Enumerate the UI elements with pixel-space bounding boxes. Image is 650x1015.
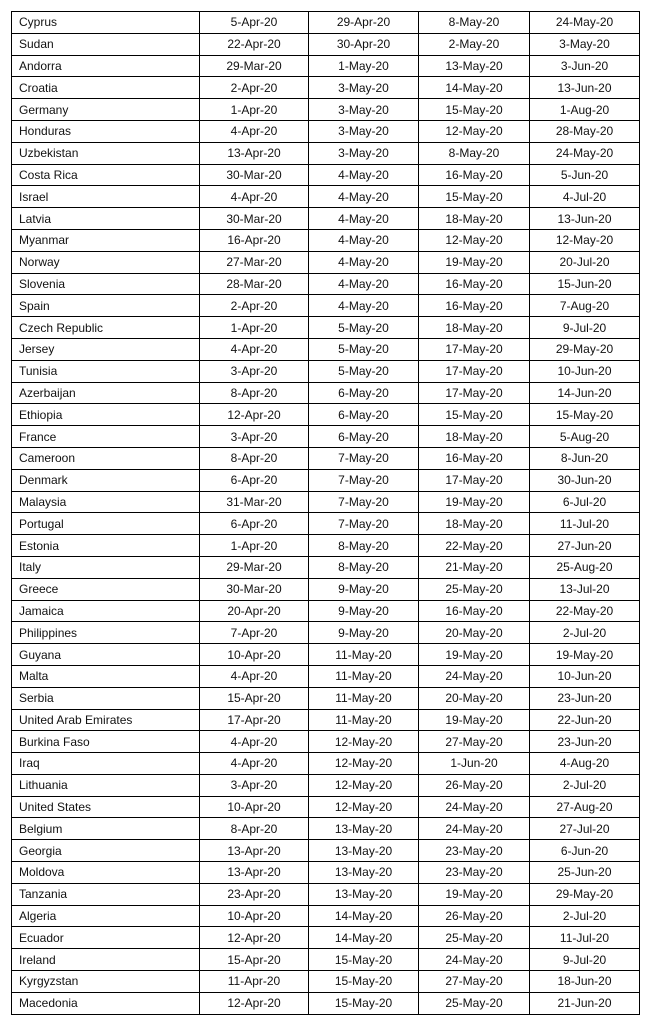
- date-cell-3: 25-May-20: [419, 578, 530, 600]
- date-cell-4: 19-May-20: [530, 644, 640, 666]
- country-cell: Costa Rica: [12, 164, 200, 186]
- date-cell-3: 19-May-20: [419, 883, 530, 905]
- date-cell-2: 6-May-20: [309, 382, 419, 404]
- date-cell-1: 12-Apr-20: [200, 404, 309, 426]
- date-cell-2: 1-May-20: [309, 55, 419, 77]
- date-cell-3: 26-May-20: [419, 774, 530, 796]
- date-cell-3: 19-May-20: [419, 709, 530, 731]
- date-cell-4: 7-Aug-20: [530, 295, 640, 317]
- table-row: [12, 273, 640, 295]
- date-cell-3: 14-May-20: [419, 77, 530, 99]
- date-cell-4: 6-Jul-20: [530, 491, 640, 513]
- date-cell-3: 12-May-20: [419, 120, 530, 142]
- date-cell-4: 15-Jun-20: [530, 273, 640, 295]
- date-cell-1: 29-Mar-20: [200, 55, 309, 77]
- date-cell-3: 20-May-20: [419, 622, 530, 644]
- date-cell-1: 12-Apr-20: [200, 927, 309, 949]
- table-row: [12, 840, 640, 862]
- date-cell-4: 5-Jun-20: [530, 164, 640, 186]
- table-row: [12, 33, 640, 55]
- date-cell-3: 17-May-20: [419, 469, 530, 491]
- date-cell-3: 16-May-20: [419, 164, 530, 186]
- date-cell-3: 16-May-20: [419, 295, 530, 317]
- date-cell-1: 3-Apr-20: [200, 774, 309, 796]
- date-cell-4: 30-Jun-20: [530, 469, 640, 491]
- date-cell-1: 29-Mar-20: [200, 556, 309, 578]
- date-cell-3: 19-May-20: [419, 491, 530, 513]
- date-cell-3: 24-May-20: [419, 665, 530, 687]
- date-cell-1: 31-Mar-20: [200, 491, 309, 513]
- country-cell: United Arab Emirates: [12, 709, 200, 731]
- table-row: [12, 382, 640, 404]
- date-cell-3: 18-May-20: [419, 317, 530, 339]
- date-cell-3: 16-May-20: [419, 600, 530, 622]
- table-row: [12, 317, 640, 339]
- country-cell: Slovenia: [12, 273, 200, 295]
- country-cell: Tunisia: [12, 360, 200, 382]
- country-cell: Andorra: [12, 55, 200, 77]
- table-row: [12, 709, 640, 731]
- date-cell-1: 10-Apr-20: [200, 796, 309, 818]
- date-cell-1: 4-Apr-20: [200, 731, 309, 753]
- date-cell-4: 24-May-20: [530, 142, 640, 164]
- date-cell-2: 3-May-20: [309, 99, 419, 121]
- date-cell-4: 22-May-20: [530, 600, 640, 622]
- table-row: [12, 513, 640, 535]
- table-row: [12, 251, 640, 273]
- date-cell-1: 13-Apr-20: [200, 840, 309, 862]
- date-cell-2: 14-May-20: [309, 905, 419, 927]
- country-cell: Portugal: [12, 513, 200, 535]
- table-row: [12, 927, 640, 949]
- date-cell-4: 27-Aug-20: [530, 796, 640, 818]
- country-cell: Uzbekistan: [12, 142, 200, 164]
- date-cell-4: 29-May-20: [530, 338, 640, 360]
- date-cell-3: 2-May-20: [419, 33, 530, 55]
- date-cell-1: 30-Mar-20: [200, 164, 309, 186]
- date-cell-2: 8-May-20: [309, 535, 419, 557]
- date-cell-3: 17-May-20: [419, 360, 530, 382]
- table-row: [12, 949, 640, 971]
- country-cell: Belgium: [12, 818, 200, 840]
- date-cell-1: 30-Mar-20: [200, 578, 309, 600]
- table-row: [12, 665, 640, 687]
- country-cell: Estonia: [12, 535, 200, 557]
- country-cell: Denmark: [12, 469, 200, 491]
- date-cell-1: 20-Apr-20: [200, 600, 309, 622]
- date-cell-2: 11-May-20: [309, 644, 419, 666]
- date-cell-3: 8-May-20: [419, 12, 530, 34]
- date-cell-3: 21-May-20: [419, 556, 530, 578]
- date-cell-1: 3-Apr-20: [200, 426, 309, 448]
- date-cell-3: 23-May-20: [419, 840, 530, 862]
- date-cell-2: 12-May-20: [309, 753, 419, 775]
- date-cell-4: 13-Jul-20: [530, 578, 640, 600]
- date-cell-3: 20-May-20: [419, 687, 530, 709]
- date-cell-1: 8-Apr-20: [200, 382, 309, 404]
- table-body: [12, 12, 640, 1015]
- table-row: [12, 55, 640, 77]
- date-cell-1: 23-Apr-20: [200, 883, 309, 905]
- table-row: [12, 731, 640, 753]
- country-cell: Algeria: [12, 905, 200, 927]
- date-cell-1: 17-Apr-20: [200, 709, 309, 731]
- date-cell-4: 23-Jun-20: [530, 731, 640, 753]
- table-row: [12, 164, 640, 186]
- date-cell-4: 6-Jun-20: [530, 840, 640, 862]
- date-cell-3: 8-May-20: [419, 142, 530, 164]
- date-cell-2: 4-May-20: [309, 186, 419, 208]
- date-cell-4: 11-Jul-20: [530, 513, 640, 535]
- table-row: [12, 120, 640, 142]
- table-row: [12, 687, 640, 709]
- date-cell-4: 10-Jun-20: [530, 665, 640, 687]
- date-cell-4: 1-Aug-20: [530, 99, 640, 121]
- date-cell-3: 1-Jun-20: [419, 753, 530, 775]
- date-cell-2: 6-May-20: [309, 426, 419, 448]
- date-cell-3: 18-May-20: [419, 426, 530, 448]
- country-cell: Cameroon: [12, 447, 200, 469]
- table-row: [12, 142, 640, 164]
- table-row: [12, 295, 640, 317]
- date-cell-2: 13-May-20: [309, 862, 419, 884]
- country-cell: Greece: [12, 578, 200, 600]
- date-cell-1: 10-Apr-20: [200, 905, 309, 927]
- country-cell: Honduras: [12, 120, 200, 142]
- date-cell-1: 1-Apr-20: [200, 535, 309, 557]
- date-cell-4: 2-Jul-20: [530, 622, 640, 644]
- date-cell-1: 2-Apr-20: [200, 295, 309, 317]
- date-cell-2: 4-May-20: [309, 295, 419, 317]
- date-cell-4: 2-Jul-20: [530, 905, 640, 927]
- date-cell-4: 8-Jun-20: [530, 447, 640, 469]
- date-cell-4: 3-Jun-20: [530, 55, 640, 77]
- date-cell-4: 9-Jul-20: [530, 317, 640, 339]
- country-cell: Moldova: [12, 862, 200, 884]
- date-cell-2: 4-May-20: [309, 229, 419, 251]
- date-cell-2: 8-May-20: [309, 556, 419, 578]
- date-cell-1: 1-Apr-20: [200, 317, 309, 339]
- date-cell-1: 13-Apr-20: [200, 142, 309, 164]
- date-cell-2: 4-May-20: [309, 251, 419, 273]
- date-cell-2: 4-May-20: [309, 208, 419, 230]
- table-row: [12, 992, 640, 1014]
- date-cell-3: 13-May-20: [419, 55, 530, 77]
- date-cell-4: 15-May-20: [530, 404, 640, 426]
- date-cell-3: 15-May-20: [419, 186, 530, 208]
- date-cell-3: 27-May-20: [419, 971, 530, 993]
- date-cell-2: 13-May-20: [309, 818, 419, 840]
- country-cell: Tanzania: [12, 883, 200, 905]
- country-cell: Jamaica: [12, 600, 200, 622]
- country-cell: Lithuania: [12, 774, 200, 796]
- date-cell-3: 16-May-20: [419, 447, 530, 469]
- date-cell-4: 24-May-20: [530, 12, 640, 34]
- date-cell-2: 5-May-20: [309, 338, 419, 360]
- date-cell-4: 25-Aug-20: [530, 556, 640, 578]
- table-row: [12, 622, 640, 644]
- date-cell-2: 6-May-20: [309, 404, 419, 426]
- date-cell-3: 15-May-20: [419, 99, 530, 121]
- date-cell-4: 2-Jul-20: [530, 774, 640, 796]
- date-cell-4: 27-Jul-20: [530, 818, 640, 840]
- table-row: [12, 535, 640, 557]
- table-row: [12, 426, 640, 448]
- date-cell-1: 22-Apr-20: [200, 33, 309, 55]
- date-cell-4: 28-May-20: [530, 120, 640, 142]
- country-cell: Malta: [12, 665, 200, 687]
- date-cell-3: 24-May-20: [419, 796, 530, 818]
- country-dates-table: [11, 11, 640, 1015]
- table-row: [12, 404, 640, 426]
- date-cell-4: 10-Jun-20: [530, 360, 640, 382]
- country-cell: Burkina Faso: [12, 731, 200, 753]
- date-cell-4: 20-Jul-20: [530, 251, 640, 273]
- date-cell-2: 11-May-20: [309, 665, 419, 687]
- table-row: [12, 818, 640, 840]
- date-cell-3: 16-May-20: [419, 273, 530, 295]
- country-cell: Ecuador: [12, 927, 200, 949]
- date-cell-2: 14-May-20: [309, 927, 419, 949]
- date-cell-2: 5-May-20: [309, 317, 419, 339]
- date-cell-2: 3-May-20: [309, 77, 419, 99]
- date-cell-3: 18-May-20: [419, 208, 530, 230]
- date-cell-1: 4-Apr-20: [200, 338, 309, 360]
- date-cell-3: 25-May-20: [419, 992, 530, 1014]
- date-cell-3: 26-May-20: [419, 905, 530, 927]
- date-cell-2: 12-May-20: [309, 774, 419, 796]
- country-cell: Sudan: [12, 33, 200, 55]
- table-row: [12, 99, 640, 121]
- country-cell: Azerbaijan: [12, 382, 200, 404]
- country-cell: Cyprus: [12, 12, 200, 34]
- date-cell-2: 12-May-20: [309, 796, 419, 818]
- date-cell-4: 4-Jul-20: [530, 186, 640, 208]
- country-cell: Croatia: [12, 77, 200, 99]
- date-cell-4: 29-May-20: [530, 883, 640, 905]
- date-cell-2: 11-May-20: [309, 687, 419, 709]
- date-cell-3: 12-May-20: [419, 229, 530, 251]
- date-cell-1: 4-Apr-20: [200, 665, 309, 687]
- date-cell-4: 13-Jun-20: [530, 208, 640, 230]
- date-cell-1: 4-Apr-20: [200, 753, 309, 775]
- date-cell-2: 4-May-20: [309, 164, 419, 186]
- date-cell-3: 19-May-20: [419, 251, 530, 273]
- table-row: [12, 229, 640, 251]
- date-cell-2: 7-May-20: [309, 469, 419, 491]
- date-cell-3: 27-May-20: [419, 731, 530, 753]
- date-cell-1: 8-Apr-20: [200, 818, 309, 840]
- date-cell-3: 17-May-20: [419, 338, 530, 360]
- date-cell-4: 11-Jul-20: [530, 927, 640, 949]
- country-cell: Serbia: [12, 687, 200, 709]
- country-cell: Iraq: [12, 753, 200, 775]
- country-cell: Guyana: [12, 644, 200, 666]
- table-row: [12, 753, 640, 775]
- country-cell: Spain: [12, 295, 200, 317]
- date-cell-2: 13-May-20: [309, 883, 419, 905]
- country-cell: Jersey: [12, 338, 200, 360]
- country-cell: United States: [12, 796, 200, 818]
- table-row: [12, 338, 640, 360]
- date-cell-4: 18-Jun-20: [530, 971, 640, 993]
- date-cell-2: 3-May-20: [309, 142, 419, 164]
- date-cell-1: 4-Apr-20: [200, 120, 309, 142]
- country-cell: Czech Republic: [12, 317, 200, 339]
- date-cell-4: 14-Jun-20: [530, 382, 640, 404]
- date-cell-4: 22-Jun-20: [530, 709, 640, 731]
- country-cell: Myanmar: [12, 229, 200, 251]
- country-cell: France: [12, 426, 200, 448]
- table-row: [12, 186, 640, 208]
- table-row: [12, 883, 640, 905]
- date-cell-1: 11-Apr-20: [200, 971, 309, 993]
- table-row: [12, 77, 640, 99]
- date-cell-2: 4-May-20: [309, 273, 419, 295]
- country-cell: Italy: [12, 556, 200, 578]
- country-cell: Georgia: [12, 840, 200, 862]
- table-row: [12, 796, 640, 818]
- date-cell-4: 9-Jul-20: [530, 949, 640, 971]
- country-cell: Norway: [12, 251, 200, 273]
- date-cell-1: 10-Apr-20: [200, 644, 309, 666]
- date-cell-2: 15-May-20: [309, 971, 419, 993]
- date-cell-2: 15-May-20: [309, 949, 419, 971]
- country-cell: Ethiopia: [12, 404, 200, 426]
- date-cell-1: 6-Apr-20: [200, 513, 309, 535]
- table-row: [12, 447, 640, 469]
- date-cell-1: 2-Apr-20: [200, 77, 309, 99]
- table-row: [12, 644, 640, 666]
- date-cell-2: 15-May-20: [309, 992, 419, 1014]
- date-cell-3: 15-May-20: [419, 404, 530, 426]
- date-cell-3: 23-May-20: [419, 862, 530, 884]
- date-cell-4: 4-Aug-20: [530, 753, 640, 775]
- date-cell-1: 15-Apr-20: [200, 949, 309, 971]
- date-cell-1: 28-Mar-20: [200, 273, 309, 295]
- date-cell-2: 13-May-20: [309, 840, 419, 862]
- country-cell: Philippines: [12, 622, 200, 644]
- date-cell-1: 13-Apr-20: [200, 862, 309, 884]
- country-cell: Malaysia: [12, 491, 200, 513]
- date-cell-2: 9-May-20: [309, 622, 419, 644]
- date-cell-1: 8-Apr-20: [200, 447, 309, 469]
- table-row: [12, 600, 640, 622]
- table-row: [12, 469, 640, 491]
- date-cell-1: 7-Apr-20: [200, 622, 309, 644]
- date-cell-2: 7-May-20: [309, 513, 419, 535]
- table-row: [12, 971, 640, 993]
- date-cell-4: 3-May-20: [530, 33, 640, 55]
- date-cell-4: 13-Jun-20: [530, 77, 640, 99]
- date-cell-2: 9-May-20: [309, 578, 419, 600]
- date-cell-3: 19-May-20: [419, 644, 530, 666]
- date-cell-3: 25-May-20: [419, 927, 530, 949]
- table-row: [12, 774, 640, 796]
- date-cell-1: 27-Mar-20: [200, 251, 309, 273]
- date-cell-3: 22-May-20: [419, 535, 530, 557]
- table-row: [12, 208, 640, 230]
- date-cell-1: 12-Apr-20: [200, 992, 309, 1014]
- date-cell-2: 11-May-20: [309, 709, 419, 731]
- date-cell-3: 18-May-20: [419, 513, 530, 535]
- date-cell-2: 9-May-20: [309, 600, 419, 622]
- date-cell-1: 3-Apr-20: [200, 360, 309, 382]
- country-cell: Latvia: [12, 208, 200, 230]
- date-cell-1: 5-Apr-20: [200, 12, 309, 34]
- date-cell-2: 7-May-20: [309, 447, 419, 469]
- date-cell-4: 21-Jun-20: [530, 992, 640, 1014]
- table-row: [12, 556, 640, 578]
- date-cell-4: 27-Jun-20: [530, 535, 640, 557]
- date-cell-2: 7-May-20: [309, 491, 419, 513]
- table-row: [12, 862, 640, 884]
- country-cell: Israel: [12, 186, 200, 208]
- date-cell-2: 29-Apr-20: [309, 12, 419, 34]
- date-cell-2: 5-May-20: [309, 360, 419, 382]
- date-cell-3: 24-May-20: [419, 818, 530, 840]
- table-row: [12, 360, 640, 382]
- date-cell-2: 12-May-20: [309, 731, 419, 753]
- date-cell-3: 24-May-20: [419, 949, 530, 971]
- date-cell-2: 30-Apr-20: [309, 33, 419, 55]
- date-cell-4: 12-May-20: [530, 229, 640, 251]
- date-cell-1: 6-Apr-20: [200, 469, 309, 491]
- date-cell-1: 30-Mar-20: [200, 208, 309, 230]
- table-row: [12, 491, 640, 513]
- country-cell: Macedonia: [12, 992, 200, 1014]
- date-cell-4: 5-Aug-20: [530, 426, 640, 448]
- country-cell: Kyrgyzstan: [12, 971, 200, 993]
- date-cell-4: 25-Jun-20: [530, 862, 640, 884]
- date-cell-3: 17-May-20: [419, 382, 530, 404]
- country-cell: Germany: [12, 99, 200, 121]
- table-row: [12, 905, 640, 927]
- date-cell-1: 4-Apr-20: [200, 186, 309, 208]
- date-cell-2: 3-May-20: [309, 120, 419, 142]
- table-row: [12, 12, 640, 34]
- date-cell-1: 1-Apr-20: [200, 99, 309, 121]
- date-cell-1: 15-Apr-20: [200, 687, 309, 709]
- date-cell-4: 23-Jun-20: [530, 687, 640, 709]
- country-cell: Ireland: [12, 949, 200, 971]
- table-row: [12, 578, 640, 600]
- date-cell-1: 16-Apr-20: [200, 229, 309, 251]
